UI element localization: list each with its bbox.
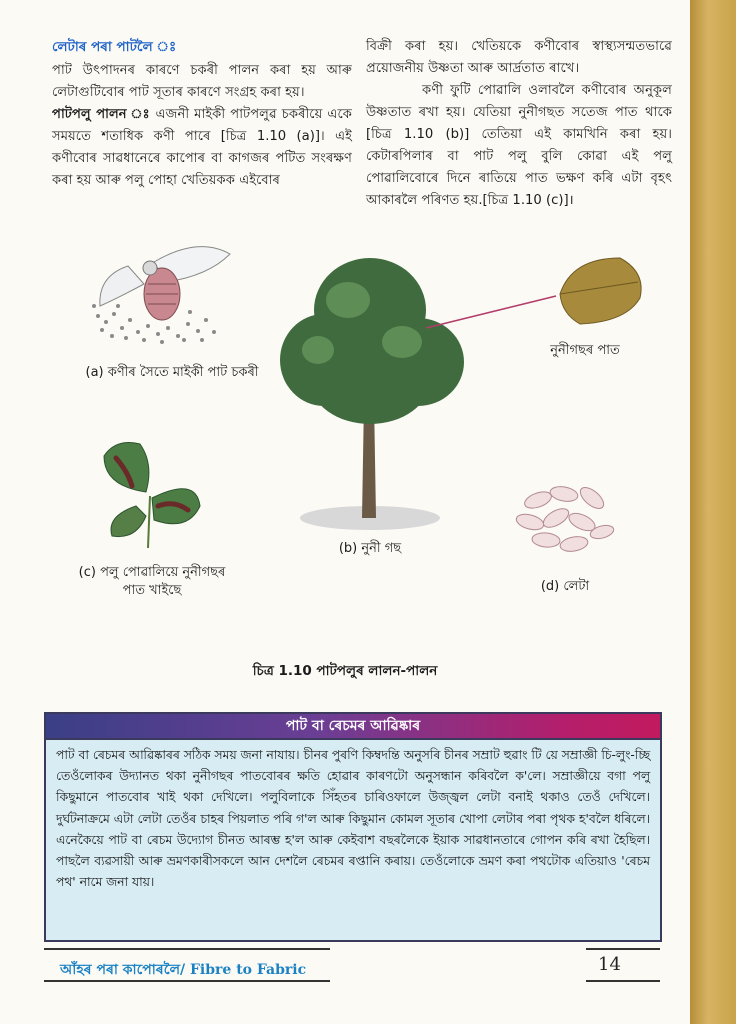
figure-title: চিত্ৰ 1.10 পাটপলুৰ লালন-পালন (252, 663, 438, 679)
rearing-text: এজনী মাইকী পাটপলুৱ চকৰীয়ে একে সময়তে শতাধিক কণী পাৰে [চিত্ৰ 1.10 (a)]। এই কণীবোৰ সাৱধানেৰে কাপোৰ বা কাগজৰ পটিত সংৰক্ষণ কৰা হয় আৰু পলু পোহা খেতিয়কক এইবোৰ (52, 107, 352, 188)
right-column (366, 36, 672, 212)
mulberry-leaf-illustration (420, 252, 650, 332)
cocoons-illustration (512, 480, 616, 558)
page-edge (690, 0, 736, 1024)
footer-rule-top-left (44, 948, 330, 950)
footer-rule-top-right (586, 948, 660, 950)
silk-discovery-box (44, 712, 662, 942)
section-heading: লেটাৰ পৰা পাটলৈ ঃ (52, 39, 177, 55)
left-column (52, 36, 352, 192)
paragraph-silk-intro: পাট উৎপাদনৰ কাৰণে চকৰী পালন কৰা হয় আৰু লেটাগুটিবোৰ পাট সূতাৰ কাৰণে সংগ্ৰহ কৰা হয়। (52, 63, 352, 100)
footer-rule-bottom-right (586, 980, 660, 982)
box-title: পাট বা ৰেচমৰ আৱিষ্কাৰ (46, 714, 660, 740)
caption-leaf: নুনীগছৰ পাত (550, 343, 620, 358)
paragraph-eggs-care: বিক্ৰী কৰা হয়। খেতিয়কে কণীবোৰ স্বাস্থ্যসন্মতভাৱে প্ৰয়োজনীয় উষ্ণতা আৰু আৰ্দ্ৰতাত ৰাখে। (366, 39, 672, 76)
paragraph-rearing (52, 104, 352, 192)
rearing-subheading: পাটপলু পালন ঃ (52, 107, 151, 122)
footer-book-title: আঁহৰ পৰা কাপোৰলৈ/ Fibre to Fabric (60, 962, 307, 978)
paragraph-hatching: কণী ফুটি পোৱালি ওলাবলৈ কণীবোৰ অনুকূল উষ্ণতাত ৰখা হয়। যেতিয়া নুনীগছত সতেজ পাত থাকে [চিত্ৰ 1.10 (b)] তেতিয়া এই কামখিনি কৰা হয়। কেটাৰপিলাৰ বা পাট পলু বুলি কোৱা এই পলু পোৱালিবোৰে দিনে ৰাতিয়ে পাত ভক্ষণ কৰি এটা বৃহৎ আকাৰলৈ পৰিণত হয়.[চিত্ৰ 1.10 (c)]। (366, 83, 672, 208)
box-body: পাট বা ৰেচমৰ আৱিষ্কাৰৰ সঠিক সময় জনা নাযায়। চীনৰ পুৰণি কিম্বদন্তি অনুসৰি চীনৰ সম্ৰাট হুৱাং টি য়ে সম্ৰাজ্ঞী চি-লুং-চ্ছি তেওঁলোকৰ উদ্যানত থকা নুনীগছৰ পাতবোৰৰ ক্ষতি হোৱাৰ কাৰণটো অনুসন্ধান কৰিবলৈ ক'লে। সম্ৰাজ্ঞীয়ে বগা পলু কিছুমানে পাতবোৰ খাই থকা দেখিলে। পলুবিলাকে সিঁহতৰ চাৰিওফালে উজ্জ্বল লেটা বনাই থকাও তেওঁ দেখিলে। দুৰ্ঘটনাক্ৰমে এটা লেটা তেওঁৰ চাহৰ পিয়লাত পৰি গ'ল আৰু কিছুমান কোমল সূতাৰ খোপা লেটাৰ পৰা পৃথক হ'বলৈ ধৰিলে। এনেকৈয়ে পাট বা ৰেচম উদ্যোগ চীনত আৰম্ভ হ'ল আৰু কেইবাশ বছৰলৈকে ইয়াক সাৱধানতাৰে গোপন কৰি ৰখা হৈছিল। পাছলৈ ব্যৱসায়ী আৰু ভ্ৰমণকাৰীসকলে আন দেশলৈ ৰেচমৰ ৰপ্তানি কৰায়। তেওঁলোকে ভ্ৰমণ কৰা পথটোক এতিয়াও 'ৰেচম পথ' নামে জনা যায়। (56, 748, 650, 890)
caption-d: (d) লেটা (540, 579, 590, 594)
caption-a: (a) কণীৰ সৈতে মাইকী পাট চকৰী (85, 365, 259, 380)
silk-moth-with-eggs-illustration (88, 236, 238, 346)
caption-c-line1: (c) পলু পোৱালিয়ে নুনীগছৰ (78, 565, 226, 580)
caterpillars-on-leaves-illustration (96, 436, 206, 552)
caption-c-line2: পাত খাইছে (122, 583, 182, 598)
caption-c (52, 564, 252, 600)
caption-b: (b) নুনী গছ (338, 541, 402, 556)
page-number: 14 (598, 954, 621, 975)
